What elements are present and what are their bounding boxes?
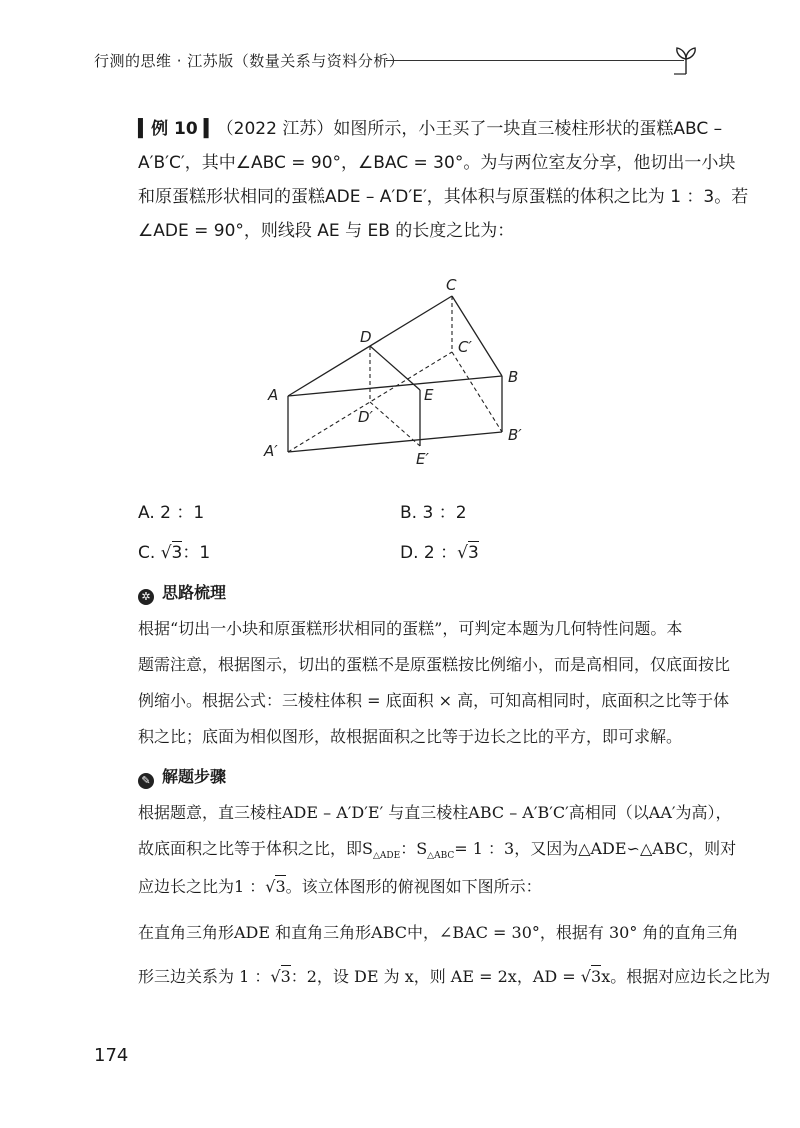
edge-D1E1 [370, 402, 420, 446]
label-E: E [424, 386, 434, 404]
option-c-suffix: ：1 [182, 543, 211, 563]
edge-A1B1 [288, 432, 502, 452]
solution-line-2 [138, 832, 737, 873]
question-line-3: 和原蛋糕形状相同的蛋糕ADE – A′D′E′，其体积与原蛋糕的体积之比为 1 ：3。若 [138, 187, 749, 207]
label-E1: E′ [416, 450, 429, 468]
option-a: A. 2 ：1 [138, 503, 205, 523]
edge-AB [288, 376, 502, 396]
option-c: C. √3：1 [138, 543, 211, 563]
analysis-line-1: 根据“切出一小块和原蛋糕形状相同的蛋糕”，可判定本题为几何特性问题。本 [138, 619, 683, 638]
solution-line-4: 在直角三角形ADE 和直角三角形ABC中，∠BAC = 30°，根据有 30° 角的直角三角 [138, 923, 739, 942]
example-label: 例 10 [151, 119, 198, 139]
question-line-4: ∠ADE = 90°，则线段 AE 与 EB 的长度之比为： [138, 221, 515, 241]
edge-DE [370, 346, 420, 390]
label-B1: B′ [508, 426, 522, 444]
solution-line-5-radicand-2: 3 [591, 967, 602, 986]
solution-line-5: 形三边关系为 1 ：√3：2，设 DE 为 x，则 AE = 2x，AD = √3x。根据对应边长之比为 [138, 967, 771, 986]
pencil-icon: ✎ [138, 773, 154, 789]
question-line-1 [138, 112, 723, 146]
solution-line-3a: 应边长之比为1 ： [138, 877, 266, 896]
option-d-prefix: D. 2 ： [400, 543, 458, 563]
analysis-line-3: 例缩小。根据公式：三棱柱体积 = 底面积 × 高，可知高相同时，底面积之比等于体 [138, 691, 730, 710]
section-solution-heading [138, 764, 226, 789]
solution-line-3b: 。该立体图形的俯视图如下图所示： [285, 877, 542, 896]
solution-line-5c: x。根据对应边长之比为 [601, 967, 771, 986]
label-D: D [360, 328, 372, 346]
example-bar-left: ▍ [138, 119, 152, 139]
solution-line-1: 根据题意，直三棱柱ADE – A′D′E′ 与直三棱柱ABC – A′B′C′高相同（以AA′为高）， [138, 803, 732, 822]
solution-line-5-radicand: 3 [280, 967, 291, 986]
solution-line-2b: ：S [400, 839, 428, 858]
label-A1: A′ [264, 442, 278, 460]
analysis-line-4: 积之比；底面为相似图形，故根据面积之比等于边长之比的平方，即可求解。 [138, 727, 683, 746]
area-sub-abc: △ABC [427, 851, 455, 862]
analysis-line-2: 题需注意，根据图示，切出的蛋糕不是原蛋糕按比例缩小，而是高相同，仅底面按比 [138, 655, 731, 674]
option-c-prefix: C. [138, 543, 161, 563]
label-B: B [508, 368, 519, 386]
label-A: A [268, 386, 279, 404]
section-analysis-title: 思路梳理 [162, 583, 227, 602]
area-sub-ade: △ADE [372, 851, 401, 862]
question-text-1: （2022 江苏）如图所示，小王买了一块直三棱柱形状的蛋糕ABC – [216, 119, 723, 139]
option-b: B. 3 ：2 [400, 503, 467, 523]
label-D1: D′ [358, 408, 373, 426]
option-d-radicand: 3 [467, 543, 479, 563]
header-title: 行测的思维 · 江苏版（数量关系与资料分析） [94, 52, 405, 70]
solution-line-5b: ：2，设 DE 为 x，则 AE = 2x，AD = [290, 967, 581, 986]
solution-line-3: 应边长之比为1 ：√3。该立体图形的俯视图如下图所示： [138, 877, 542, 896]
option-d: D. 2 ：√3 [400, 543, 479, 563]
example-bar-right: ▍ [197, 119, 217, 139]
solution-line-5a: 形三边关系为 1 ： [138, 967, 271, 986]
prism-figure [250, 272, 540, 472]
section-analysis-heading [138, 580, 226, 605]
page-number: 174 [94, 1045, 129, 1066]
sprout-icon [670, 44, 702, 76]
label-C1: C′ [458, 338, 472, 356]
header-rule [386, 60, 684, 61]
question-line-2: A′B′C′，其中∠ABC = 90°，∠BAC = 30°。为与两位室友分享，他切出一小块 [138, 153, 736, 173]
solution-line-2c: = 1 ：3，又因为△ADE∽△ABC，则对 [454, 839, 737, 858]
gear-icon: ✲ [138, 589, 154, 605]
label-C: C [446, 276, 457, 294]
solution-line-3-radicand: 3 [275, 877, 286, 896]
solution-line-2a: 故底面积之比等于体积之比，即S [138, 839, 373, 858]
option-c-radicand: 3 [171, 543, 183, 563]
running-header [94, 44, 714, 78]
section-solution-title: 解题步骤 [162, 767, 227, 786]
